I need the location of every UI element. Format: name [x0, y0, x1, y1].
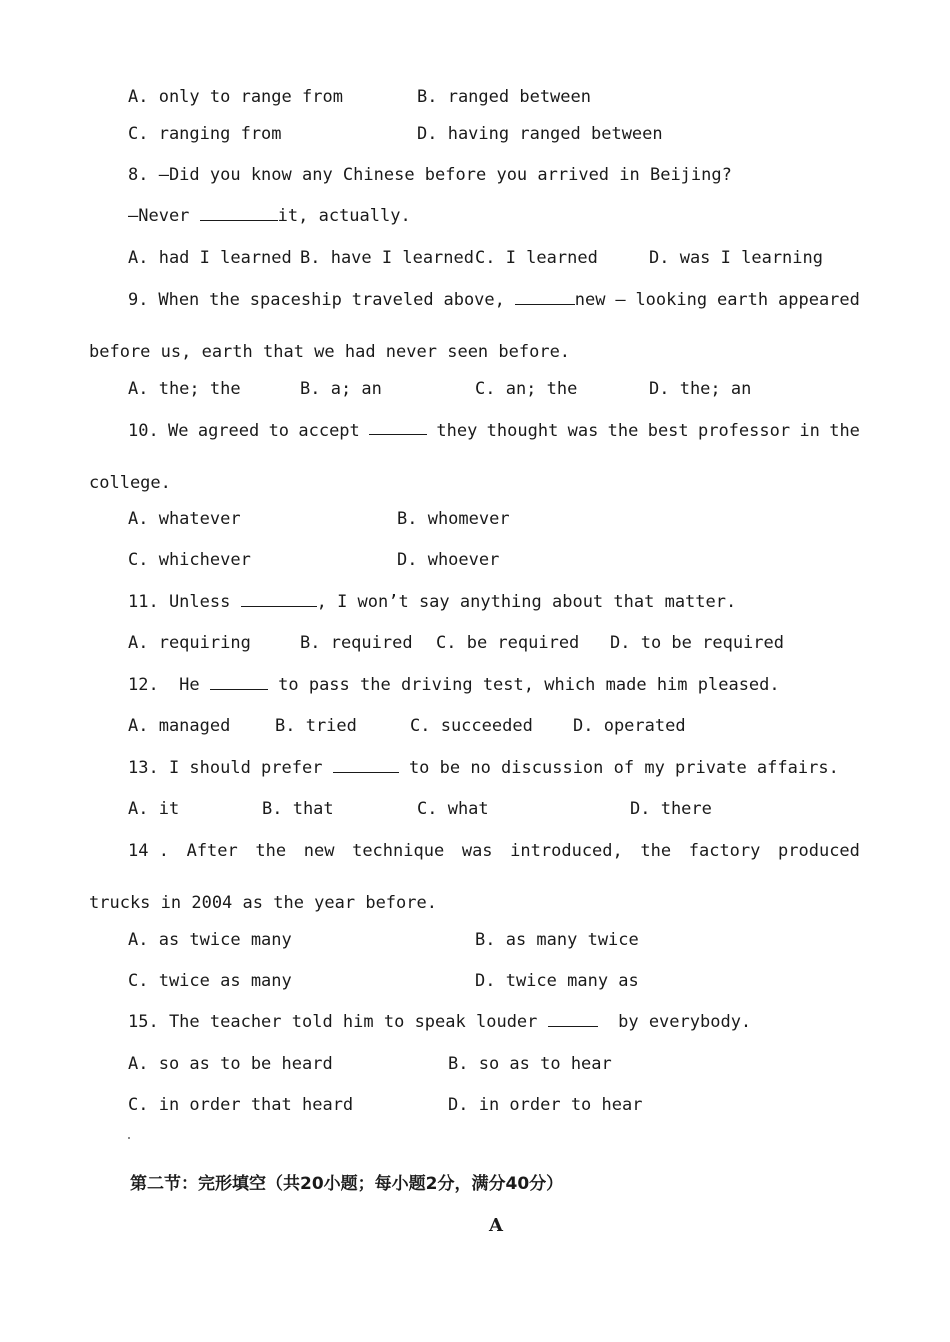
q8-option-a: A. had I learned	[128, 248, 292, 268]
q12-option-d: D. operated	[573, 716, 686, 736]
q15-stem-pre: 15. The teacher told him to speak louder	[128, 1012, 548, 1032]
q15-stem-post: by everybody.	[597, 1012, 752, 1032]
word: looking	[635, 290, 708, 310]
q10-number: 10.	[128, 421, 159, 441]
q14-stem-continued: trucks in 2004 as the year before.	[89, 893, 437, 913]
q14-stem	[89, 840, 860, 862]
answer-blank	[515, 290, 575, 305]
answer-blank	[369, 420, 427, 435]
q11-stem-post: , I won’t say anything about that matter.	[316, 592, 737, 612]
q8-option-b: B. have I learned	[300, 248, 474, 268]
word: produced	[778, 841, 860, 861]
q15-option-d: D. in order to hear	[448, 1095, 643, 1115]
word: in	[799, 421, 820, 441]
word: new	[303, 841, 335, 861]
passage-label: A	[489, 1215, 503, 1236]
word: above,	[443, 290, 505, 310]
q10-stem	[89, 420, 860, 442]
answer-blank	[200, 206, 278, 221]
q13-stem	[128, 757, 839, 779]
q7-option-b: B. ranged between	[417, 87, 591, 107]
q7-option-d: D. having ranged between	[417, 124, 663, 144]
q11-option-d: D. to be required	[610, 633, 784, 653]
word: spaceship	[249, 290, 342, 310]
q8-option-c: C. I learned	[475, 248, 598, 268]
answer-blank	[210, 675, 268, 690]
q13-stem-pre: 13. I should prefer	[128, 758, 333, 778]
q9-option-a: A. the; the	[128, 379, 241, 399]
q13-stem-post: to be no discussion of my private affairs.	[398, 758, 839, 778]
q11-option-c: C. be required	[436, 633, 580, 653]
word: accept	[298, 421, 360, 441]
q9-number: 9.	[128, 290, 149, 310]
q12-stem-pre: 12. He	[128, 675, 210, 695]
word: the	[209, 290, 240, 310]
q15-option-c: C. in order that heard	[128, 1095, 354, 1115]
q9-option-d: D. the; an	[649, 379, 752, 399]
word: the	[255, 841, 287, 861]
q10-stem-continued: college.	[89, 473, 171, 493]
q13-option-d: D. there	[630, 799, 712, 819]
word: thought	[486, 421, 559, 441]
word: After	[186, 841, 238, 861]
q12-option-a: A. managed	[128, 716, 231, 736]
stray-mark	[128, 1137, 130, 1139]
q14-option-d: D. twice many as	[475, 971, 639, 991]
word: to	[268, 421, 290, 441]
word: was	[461, 841, 493, 861]
q12-option-c: C. succeeded	[410, 716, 533, 736]
q8-reply	[128, 205, 411, 227]
q9-option-b: B. a; an	[300, 379, 382, 399]
word: they	[436, 421, 478, 441]
q12-stem	[128, 674, 780, 696]
q12-option-b: B. tried	[275, 716, 357, 736]
word: earth	[716, 290, 769, 310]
q13-option-b: B. that	[262, 799, 334, 819]
q14-option-a: A. as twice many	[128, 930, 292, 950]
q8-option-d: D. was I learning	[649, 248, 823, 268]
word: the	[829, 421, 860, 441]
q11-option-b: B. required	[300, 633, 413, 653]
word: When	[158, 290, 200, 310]
q9-option-c: C. an; the	[475, 379, 578, 399]
q14-option-b: B. as many twice	[475, 930, 639, 950]
word: appeared	[778, 290, 860, 310]
q11-stem-pre: 11. Unless	[128, 592, 241, 612]
q12-stem-post: to pass the driving test, which made him pleased.	[267, 675, 780, 695]
q7-option-a: A. only to range from	[128, 87, 343, 107]
q8-reply-post: it, actually.	[277, 206, 411, 226]
answer-blank	[241, 592, 317, 607]
q9-stem-continued: before us, earth that we had never seen before.	[89, 342, 571, 362]
q14-option-c: C. twice as many	[128, 971, 292, 991]
q15-stem	[128, 1011, 751, 1033]
word: We	[168, 421, 189, 441]
q13-option-c: C. what	[417, 799, 489, 819]
q9-stem	[89, 289, 860, 311]
word: the	[640, 841, 672, 861]
word: –	[615, 290, 626, 310]
q10-option-d: D. whoever	[397, 550, 500, 570]
q14-number: 14 .	[128, 841, 169, 861]
q11-option-a: A. requiring	[128, 633, 251, 653]
word: traveled	[351, 290, 434, 310]
word: was	[567, 421, 599, 441]
word: introduced,	[510, 841, 623, 861]
word: the	[607, 421, 639, 441]
word: agreed	[197, 421, 260, 441]
q15-option-b: B. so as to hear	[448, 1054, 612, 1074]
word: professor	[697, 421, 791, 441]
blank-with-word	[515, 289, 606, 311]
q7-option-c: C. ranging from	[128, 124, 282, 144]
section-heading: 第二节：完形填空（共20小题；每小题2分，满分40分）	[130, 1174, 564, 1194]
q8-stem: 8. —Did you know any Chinese before you arrived in Beijing?	[128, 165, 732, 185]
q8-reply-pre: —Never	[128, 206, 200, 226]
q10-option-b: B. whomever	[397, 509, 510, 529]
word: technique	[352, 841, 445, 861]
answer-blank	[548, 1012, 598, 1027]
q10-option-c: C. whichever	[128, 550, 251, 570]
q11-stem	[128, 591, 736, 613]
word: factory	[688, 841, 761, 861]
q13-option-a: A. it	[128, 799, 180, 819]
word: new	[574, 290, 606, 310]
word: best	[647, 421, 689, 441]
q15-option-a: A. so as to be heard	[128, 1054, 333, 1074]
q10-option-a: A. whatever	[128, 509, 241, 529]
answer-blank	[333, 758, 399, 773]
